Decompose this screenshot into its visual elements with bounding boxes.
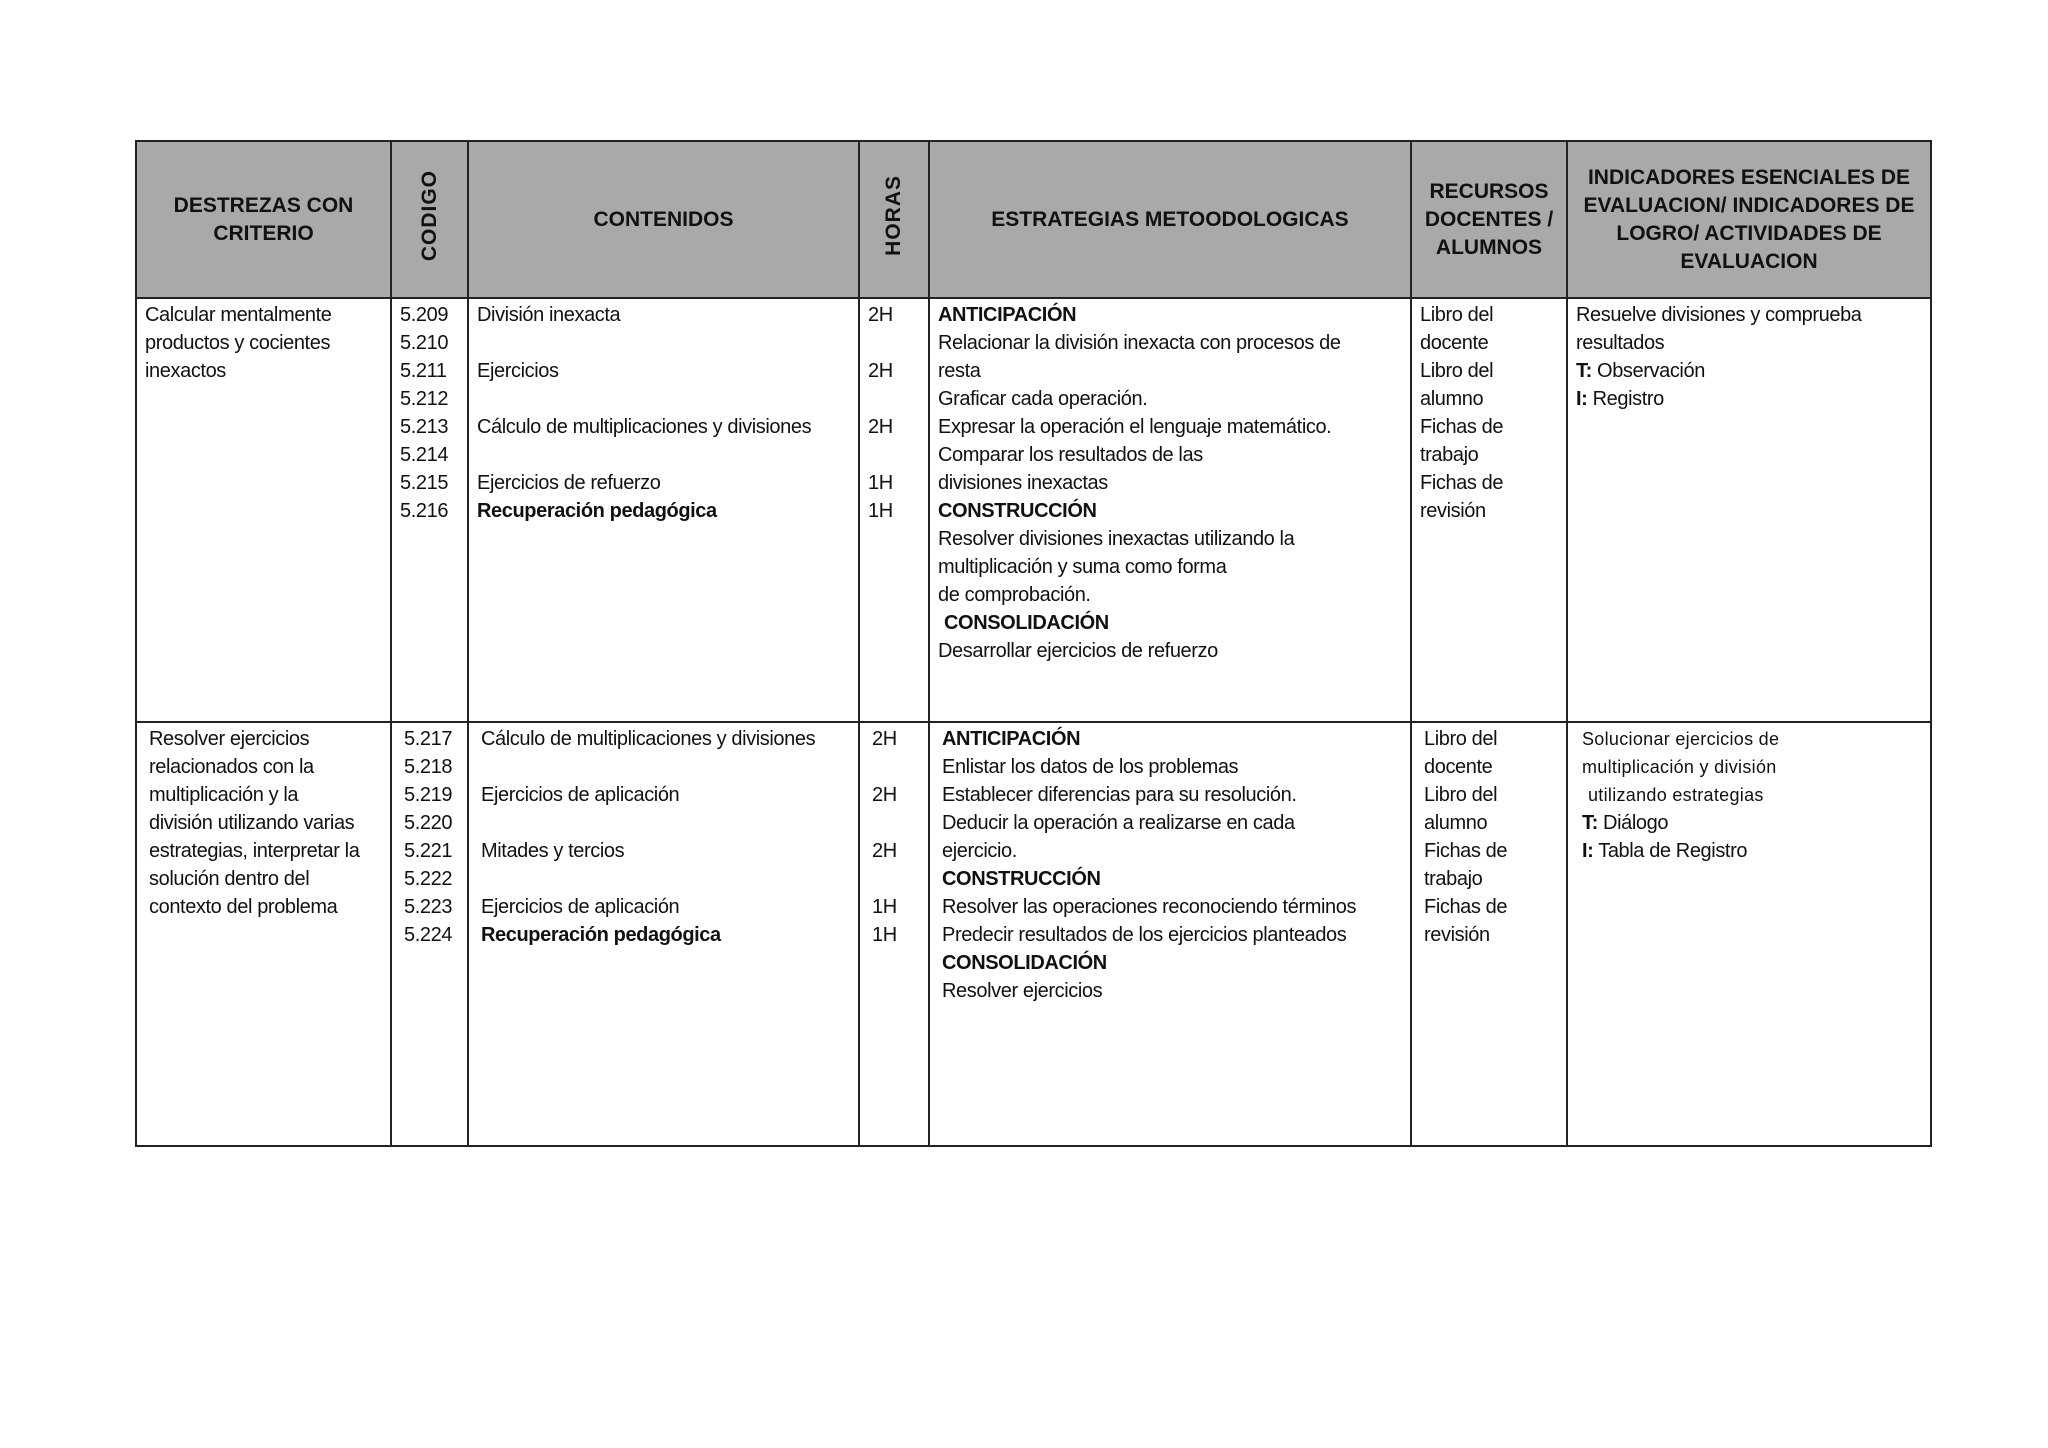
horas-line: 1H [868, 500, 893, 522]
codigo-line: 5.221 [404, 840, 453, 862]
contenido-line-bold: Recuperación pedagógica [481, 924, 721, 946]
destreza-line: productos y cocientes [145, 332, 331, 354]
contenidos-cell [468, 722, 859, 1146]
estrategia-line: multiplicación y suma como forma [938, 556, 1227, 578]
horas-line: 2H [872, 784, 897, 806]
codigo-line: 5.213 [400, 416, 449, 438]
codigo-line: 5.224 [404, 924, 453, 946]
estrategia-line: Establecer diferencias para su resolución. [942, 784, 1297, 806]
destreza-line: división utilizando varias [149, 812, 355, 834]
destreza-line: relacionados con la [149, 756, 314, 778]
destreza-line: Resolver ejercicios [149, 728, 310, 750]
codigo-line: 5.216 [400, 500, 449, 522]
codigo-line: 5.215 [400, 472, 449, 494]
contenido-line-bold: Recuperación pedagógica [477, 500, 717, 522]
recurso-line: Libro del [1424, 784, 1498, 806]
estrategia-line: Predecir resultados de los ejercicios planteados [942, 924, 1347, 946]
instrumento-label: I: [1582, 840, 1594, 862]
horas-line: 2H [872, 840, 897, 862]
destreza-cell [136, 722, 391, 1146]
recurso-line: Libro del [1424, 728, 1498, 750]
tecnica-value: Diálogo [1603, 812, 1669, 834]
recurso-line: Fichas de [1424, 896, 1508, 918]
destreza-line: inexactos [145, 360, 226, 382]
codigo-line: 5.217 [404, 728, 453, 750]
horas-cell [859, 298, 929, 722]
horas-cell [859, 722, 929, 1146]
tecnica-line [1576, 357, 1922, 385]
instrumento-label: I: [1576, 388, 1588, 410]
anticipacion-label: ANTICIPACIÓN [942, 728, 1081, 750]
construccion-label: CONSTRUCCIÓN [938, 500, 1097, 522]
planning-table [135, 140, 1932, 1147]
recurso-line: docente [1424, 756, 1493, 778]
destreza-line: solución dentro del [149, 868, 310, 890]
recurso-line: Fichas de [1420, 416, 1504, 438]
instrumento-value: Tabla de Registro [1598, 840, 1748, 862]
recurso-line: alumno [1420, 388, 1484, 410]
destreza-line: multiplicación y la [149, 784, 299, 806]
destreza-line: contexto del problema [149, 896, 338, 918]
estrategia-line: Deducir la operación a realizarse en cada [942, 812, 1295, 834]
codigo-line: 5.209 [400, 304, 449, 326]
header-row [136, 141, 1931, 298]
estrategia-line: Resolver divisiones inexactas utilizando la [938, 528, 1295, 550]
estrategia-line: Relacionar la división inexacta con procesos de [938, 332, 1341, 354]
estrategia-line: resta [938, 360, 981, 382]
tecnica-label: T: [1576, 360, 1592, 382]
estrategia-line: ejercicio. [942, 840, 1017, 862]
table-row [136, 298, 1931, 722]
codigo-line: 5.220 [404, 812, 453, 834]
horas-line: 2H [868, 304, 893, 326]
contenidos-cell [468, 298, 859, 722]
recurso-line: docente [1420, 332, 1489, 354]
consolidacion-label: CONSOLIDACIÓN [944, 612, 1109, 634]
recurso-line: Libro del [1420, 304, 1494, 326]
indicador-line: multiplicación y división [1582, 757, 1777, 777]
estrategia-line: Resolver ejercicios [942, 980, 1103, 1002]
header-codigo-label: CODIGO [417, 169, 441, 262]
recurso-line: revisión [1420, 500, 1486, 522]
horas-line: 2H [868, 416, 893, 438]
estrategia-line: Graficar cada operación. [938, 388, 1148, 410]
anticipacion-label: ANTICIPACIÓN [938, 304, 1077, 326]
header-contenidos: CONTENIDOS [468, 141, 859, 298]
indicador-line: Solucionar ejercicios de [1582, 729, 1780, 749]
estrategia-line: Resolver las operaciones reconociendo términos [942, 896, 1357, 918]
destreza-line: Calcular mentalmente [145, 304, 332, 326]
destreza-line: estrategias, interpretar la [149, 840, 360, 862]
horas-line: 1H [872, 924, 897, 946]
header-horas-label: HORAS [882, 175, 905, 256]
horas-line: 2H [872, 728, 897, 750]
contenido-line: Cálculo de multiplicaciones y divisiones [477, 416, 812, 438]
header-destrezas: DESTREZAS CON CRITERIO [136, 141, 391, 298]
tecnica-value: Observación [1597, 360, 1705, 382]
header-estrategias: ESTRATEGIAS METOODOLOGICAS [929, 141, 1411, 298]
tecnica-line [1582, 809, 1922, 837]
codigo-line: 5.222 [404, 868, 453, 890]
codigo-line: 5.214 [400, 444, 449, 466]
contenido-line: Ejercicios de aplicación [481, 784, 680, 806]
instrumento-line [1582, 837, 1922, 865]
indicador-line: utilizando estrategias [1588, 785, 1764, 805]
header-horas [859, 141, 929, 298]
codigo-line: 5.223 [404, 896, 453, 918]
contenido-line: Cálculo de multiplicaciones y divisiones [481, 728, 816, 750]
codigo-line: 5.219 [404, 784, 453, 806]
instrumento-value: Registro [1592, 388, 1664, 410]
construccion-label: CONSTRUCCIÓN [942, 868, 1101, 890]
estrategias-cell [929, 298, 1411, 722]
horas-line: 1H [868, 472, 893, 494]
recursos-cell [1411, 722, 1567, 1146]
contenido-line: Mitades y tercios [481, 840, 625, 862]
consolidacion-label: CONSOLIDACIÓN [942, 952, 1107, 974]
contenido-line: Ejercicios [477, 360, 559, 382]
horas-line: 2H [868, 360, 893, 382]
estrategia-line: Comparar los resultados de las [938, 444, 1203, 466]
codigo-cell [391, 722, 468, 1146]
table-row [136, 722, 1931, 1146]
horas-line: 1H [872, 896, 897, 918]
recurso-line: revisión [1424, 924, 1490, 946]
indicadores-cell [1567, 298, 1931, 722]
estrategias-cell [929, 722, 1411, 1146]
destreza-cell [136, 298, 391, 722]
recurso-line: Fichas de [1424, 840, 1508, 862]
recurso-line: alumno [1424, 812, 1488, 834]
estrategia-line: de comprobación. [938, 584, 1091, 606]
recurso-line: Libro del [1420, 360, 1494, 382]
codigo-line: 5.218 [404, 756, 453, 778]
codigo-cell [391, 298, 468, 722]
header-indicadores: INDICADORES ESENCIALES DE EVALUACION/ INDICADORES DE LOGRO/ ACTIVIDADES DE EVALUACION [1567, 141, 1931, 298]
codigo-line: 5.212 [400, 388, 449, 410]
recursos-cell [1411, 298, 1567, 722]
contenido-line: Ejercicios de aplicación [481, 896, 680, 918]
instrumento-line [1576, 385, 1922, 413]
indicador-line: resultados [1576, 332, 1665, 354]
header-recursos: RECURSOS DOCENTES / ALUMNOS [1411, 141, 1567, 298]
estrategia-line: Enlistar los datos de los problemas [942, 756, 1239, 778]
estrategia-line: Expresar la operación el lenguaje matemático. [938, 416, 1332, 438]
tecnica-label: T: [1582, 812, 1598, 834]
indicador-line: Resuelve divisiones y comprueba [1576, 304, 1862, 326]
recurso-line: Fichas de [1420, 472, 1504, 494]
contenido-line: Ejercicios de refuerzo [477, 472, 661, 494]
codigo-line: 5.210 [400, 332, 449, 354]
codigo-line: 5.211 [400, 360, 447, 382]
contenido-line: División inexacta [477, 304, 621, 326]
estrategia-line: Desarrollar ejercicios de refuerzo [938, 640, 1218, 662]
recurso-line: trabajo [1420, 444, 1479, 466]
header-codigo [391, 141, 468, 298]
indicadores-cell [1567, 722, 1931, 1146]
estrategia-line: divisiones inexactas [938, 472, 1108, 494]
recurso-line: trabajo [1424, 868, 1483, 890]
